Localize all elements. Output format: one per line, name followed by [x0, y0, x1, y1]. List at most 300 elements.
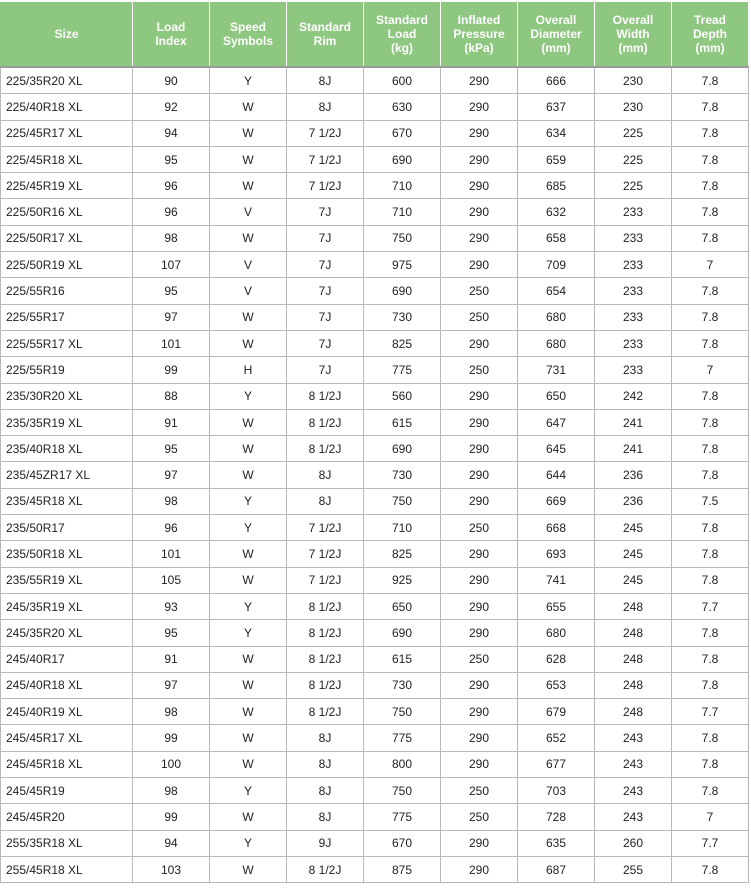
table-row	[1, 436, 749, 462]
cell-standard-load: 690	[364, 620, 441, 646]
table-row	[1, 515, 749, 541]
cell-load-index: 96	[133, 173, 210, 199]
cell-overall-diameter: 628	[518, 646, 595, 672]
cell-inflated-pressure: 290	[441, 94, 518, 120]
cell-speed-symbol: W	[210, 462, 287, 488]
table-row	[1, 94, 749, 120]
table-row	[1, 252, 749, 278]
cell-overall-diameter: 703	[518, 778, 595, 804]
cell-overall-width: 241	[595, 409, 672, 435]
cell-standard-rim: 8 1/2J	[287, 409, 364, 435]
cell-load-index: 97	[133, 462, 210, 488]
table-row	[1, 67, 749, 94]
cell-load-index: 98	[133, 225, 210, 251]
header-overall-diameter	[518, 2, 595, 68]
cell-inflated-pressure: 290	[441, 146, 518, 172]
cell-overall-diameter: 728	[518, 804, 595, 830]
table-header	[1, 2, 749, 68]
cell-inflated-pressure: 290	[441, 699, 518, 725]
cell-standard-load: 730	[364, 462, 441, 488]
header-inflated-pressure	[441, 2, 518, 68]
cell-overall-width: 230	[595, 67, 672, 94]
cell-inflated-pressure: 290	[441, 252, 518, 278]
table-row	[1, 304, 749, 330]
cell-standard-rim: 7J	[287, 357, 364, 383]
cell-overall-width: 245	[595, 541, 672, 567]
table-row	[1, 778, 749, 804]
cell-overall-diameter: 677	[518, 751, 595, 777]
cell-inflated-pressure: 250	[441, 515, 518, 541]
cell-size: 245/45R18 XL	[1, 751, 133, 777]
cell-inflated-pressure: 250	[441, 778, 518, 804]
cell-inflated-pressure: 290	[441, 120, 518, 146]
cell-tread-depth: 7.8	[672, 515, 749, 541]
table-row	[1, 646, 749, 672]
cell-tread-depth: 7	[672, 357, 749, 383]
cell-load-index: 101	[133, 330, 210, 356]
cell-speed-symbol: W	[210, 409, 287, 435]
cell-load-index: 91	[133, 409, 210, 435]
cell-size: 225/45R18 XL	[1, 146, 133, 172]
cell-standard-load: 670	[364, 830, 441, 856]
cell-standard-rim: 7J	[287, 225, 364, 251]
header-label-line: Load	[387, 27, 417, 41]
cell-speed-symbol: Y	[210, 488, 287, 514]
cell-standard-rim: 8 1/2J	[287, 436, 364, 462]
cell-inflated-pressure: 290	[441, 567, 518, 593]
cell-overall-diameter: 655	[518, 593, 595, 619]
header-standard-load	[364, 2, 441, 68]
cell-tread-depth: 7.8	[672, 120, 749, 146]
cell-inflated-pressure: 290	[441, 620, 518, 646]
cell-overall-diameter: 644	[518, 462, 595, 488]
cell-size: 225/40R18 XL	[1, 94, 133, 120]
header-label-line: (mm)	[618, 41, 648, 55]
cell-overall-width: 245	[595, 567, 672, 593]
cell-size: 225/50R16 XL	[1, 199, 133, 225]
cell-standard-load: 730	[364, 672, 441, 698]
cell-speed-symbol: Y	[210, 515, 287, 541]
cell-overall-width: 245	[595, 515, 672, 541]
cell-standard-load: 560	[364, 383, 441, 409]
cell-load-index: 98	[133, 699, 210, 725]
cell-speed-symbol: Y	[210, 830, 287, 856]
cell-overall-width: 225	[595, 173, 672, 199]
header-label-line: Pressure	[453, 27, 505, 41]
header-label-line: Index	[155, 34, 187, 48]
cell-overall-width: 233	[595, 330, 672, 356]
cell-standard-load: 710	[364, 199, 441, 225]
cell-size: 235/30R20 XL	[1, 383, 133, 409]
cell-tread-depth: 7.8	[672, 725, 749, 751]
cell-standard-rim: 9J	[287, 830, 364, 856]
cell-standard-rim: 8 1/2J	[287, 856, 364, 882]
cell-speed-symbol: W	[210, 173, 287, 199]
cell-standard-load: 750	[364, 699, 441, 725]
cell-size: 245/45R19	[1, 778, 133, 804]
cell-tread-depth: 7	[672, 252, 749, 278]
cell-tread-depth: 7.8	[672, 672, 749, 698]
header-label-line: Symbols	[222, 34, 273, 48]
cell-size: 225/55R17 XL	[1, 330, 133, 356]
table-row	[1, 830, 749, 856]
cell-standard-rim: 8 1/2J	[287, 620, 364, 646]
cell-size: 235/35R19 XL	[1, 409, 133, 435]
cell-standard-load: 750	[364, 778, 441, 804]
header-label-line: Width	[616, 27, 650, 41]
cell-overall-width: 236	[595, 462, 672, 488]
cell-tread-depth: 7.8	[672, 567, 749, 593]
header-label-line: (mm)	[695, 41, 725, 55]
cell-standard-rim: 8J	[287, 725, 364, 751]
header-speed-symbols	[210, 2, 287, 68]
cell-standard-rim: 7 1/2J	[287, 120, 364, 146]
cell-overall-width: 233	[595, 304, 672, 330]
cell-tread-depth: 7.8	[672, 541, 749, 567]
header-label-line: Overall	[612, 13, 654, 27]
table-row	[1, 699, 749, 725]
cell-load-index: 95	[133, 436, 210, 462]
cell-overall-width: 243	[595, 751, 672, 777]
cell-speed-symbol: W	[210, 541, 287, 567]
cell-overall-diameter: 669	[518, 488, 595, 514]
cell-inflated-pressure: 290	[441, 383, 518, 409]
cell-size: 225/55R17	[1, 304, 133, 330]
cell-inflated-pressure: 290	[441, 409, 518, 435]
cell-standard-load: 690	[364, 146, 441, 172]
cell-standard-rim: 7 1/2J	[287, 173, 364, 199]
header-size	[1, 2, 133, 68]
cell-overall-diameter: 637	[518, 94, 595, 120]
table-row	[1, 462, 749, 488]
cell-size: 225/50R17 XL	[1, 225, 133, 251]
cell-overall-diameter: 654	[518, 278, 595, 304]
cell-standard-rim: 8J	[287, 488, 364, 514]
cell-overall-width: 243	[595, 725, 672, 751]
cell-speed-symbol: Y	[210, 383, 287, 409]
header-label-line: Speed	[229, 20, 266, 34]
cell-standard-rim: 7 1/2J	[287, 567, 364, 593]
cell-load-index: 100	[133, 751, 210, 777]
cell-load-index: 99	[133, 357, 210, 383]
cell-overall-width: 242	[595, 383, 672, 409]
table-row	[1, 330, 749, 356]
header-overall-width	[595, 2, 672, 68]
cell-size: 245/40R19 XL	[1, 699, 133, 725]
cell-speed-symbol: W	[210, 304, 287, 330]
table-row	[1, 751, 749, 777]
cell-size: 245/45R20	[1, 804, 133, 830]
cell-standard-load: 775	[364, 804, 441, 830]
cell-standard-rim: 7J	[287, 304, 364, 330]
cell-load-index: 91	[133, 646, 210, 672]
cell-size: 255/45R18 XL	[1, 856, 133, 882]
cell-standard-rim: 8J	[287, 67, 364, 94]
cell-tread-depth: 7.5	[672, 488, 749, 514]
header-label-line: (mm)	[541, 41, 571, 55]
cell-overall-width: 225	[595, 146, 672, 172]
cell-inflated-pressure: 290	[441, 541, 518, 567]
cell-tread-depth: 7.8	[672, 778, 749, 804]
cell-standard-load: 630	[364, 94, 441, 120]
cell-tread-depth: 7	[672, 804, 749, 830]
cell-standard-rim: 8 1/2J	[287, 672, 364, 698]
table-row	[1, 488, 749, 514]
cell-speed-symbol: W	[210, 804, 287, 830]
cell-overall-diameter: 680	[518, 620, 595, 646]
cell-standard-load: 615	[364, 409, 441, 435]
header-label-line: Inflated	[457, 13, 501, 27]
cell-speed-symbol: W	[210, 146, 287, 172]
cell-speed-symbol: W	[210, 567, 287, 593]
cell-tread-depth: 7.8	[672, 94, 749, 120]
cell-standard-load: 750	[364, 488, 441, 514]
table-row	[1, 278, 749, 304]
cell-tread-depth: 7.8	[672, 199, 749, 225]
cell-tread-depth: 7.8	[672, 646, 749, 672]
cell-overall-width: 233	[595, 225, 672, 251]
table-row	[1, 199, 749, 225]
cell-overall-width: 243	[595, 804, 672, 830]
cell-standard-rim: 8 1/2J	[287, 593, 364, 619]
table-body	[1, 67, 749, 883]
cell-standard-rim: 8J	[287, 778, 364, 804]
cell-tread-depth: 7.8	[672, 278, 749, 304]
cell-overall-diameter: 693	[518, 541, 595, 567]
cell-overall-diameter: 680	[518, 330, 595, 356]
cell-size: 245/45R17 XL	[1, 725, 133, 751]
cell-standard-load: 690	[364, 436, 441, 462]
cell-size: 235/40R18 XL	[1, 436, 133, 462]
cell-tread-depth: 7.8	[672, 856, 749, 882]
cell-standard-load: 600	[364, 67, 441, 94]
cell-load-index: 98	[133, 778, 210, 804]
table-row	[1, 357, 749, 383]
cell-inflated-pressure: 290	[441, 199, 518, 225]
cell-standard-load: 825	[364, 541, 441, 567]
cell-tread-depth: 7.7	[672, 830, 749, 856]
cell-overall-diameter: 652	[518, 725, 595, 751]
table-row	[1, 672, 749, 698]
cell-speed-symbol: W	[210, 120, 287, 146]
cell-load-index: 96	[133, 515, 210, 541]
cell-size: 235/45R18 XL	[1, 488, 133, 514]
cell-inflated-pressure: 250	[441, 304, 518, 330]
cell-load-index: 103	[133, 856, 210, 882]
header-label-line: Depth	[693, 27, 727, 41]
cell-tread-depth: 7.8	[672, 436, 749, 462]
cell-speed-symbol: Y	[210, 620, 287, 646]
cell-standard-rim: 7 1/2J	[287, 146, 364, 172]
cell-load-index: 93	[133, 593, 210, 619]
cell-overall-width: 248	[595, 620, 672, 646]
cell-tread-depth: 7.7	[672, 593, 749, 619]
cell-size: 245/40R18 XL	[1, 672, 133, 698]
cell-tread-depth: 7.8	[672, 330, 749, 356]
cell-overall-width: 248	[595, 593, 672, 619]
cell-overall-width: 248	[595, 672, 672, 698]
cell-inflated-pressure: 290	[441, 330, 518, 356]
header-label-line: Overall	[535, 13, 577, 27]
cell-standard-load: 730	[364, 304, 441, 330]
cell-inflated-pressure: 250	[441, 357, 518, 383]
cell-size: 225/45R17 XL	[1, 120, 133, 146]
header-label-line: (kg)	[391, 41, 413, 55]
cell-load-index: 88	[133, 383, 210, 409]
cell-standard-load: 875	[364, 856, 441, 882]
cell-standard-rim: 8J	[287, 94, 364, 120]
table-row	[1, 567, 749, 593]
cell-size: 235/55R19 XL	[1, 567, 133, 593]
cell-speed-symbol: Y	[210, 593, 287, 619]
cell-tread-depth: 7.8	[672, 173, 749, 199]
cell-inflated-pressure: 290	[441, 672, 518, 698]
cell-size: 225/55R19	[1, 357, 133, 383]
cell-size: 235/45ZR17 XL	[1, 462, 133, 488]
table-row	[1, 541, 749, 567]
table-row	[1, 383, 749, 409]
cell-speed-symbol: W	[210, 436, 287, 462]
cell-load-index: 95	[133, 146, 210, 172]
cell-load-index: 107	[133, 252, 210, 278]
cell-standard-load: 750	[364, 225, 441, 251]
cell-standard-rim: 8J	[287, 804, 364, 830]
cell-load-index: 92	[133, 94, 210, 120]
cell-speed-symbol: W	[210, 225, 287, 251]
cell-speed-symbol: Y	[210, 778, 287, 804]
cell-overall-width: 248	[595, 646, 672, 672]
cell-standard-rim: 7 1/2J	[287, 541, 364, 567]
cell-overall-diameter: 645	[518, 436, 595, 462]
cell-overall-width: 230	[595, 94, 672, 120]
cell-overall-diameter: 632	[518, 199, 595, 225]
cell-load-index: 97	[133, 304, 210, 330]
cell-overall-width: 248	[595, 699, 672, 725]
header-label-line: Diameter	[530, 27, 582, 41]
cell-size: 235/50R17	[1, 515, 133, 541]
header-load-index	[133, 2, 210, 68]
cell-standard-rim: 8 1/2J	[287, 383, 364, 409]
cell-overall-width: 225	[595, 120, 672, 146]
cell-load-index: 99	[133, 725, 210, 751]
cell-overall-diameter: 679	[518, 699, 595, 725]
cell-overall-diameter: 731	[518, 357, 595, 383]
cell-tread-depth: 7.8	[672, 225, 749, 251]
cell-size: 245/35R20 XL	[1, 620, 133, 646]
cell-size: 225/45R19 XL	[1, 173, 133, 199]
cell-standard-rim: 8 1/2J	[287, 646, 364, 672]
header-label-line: (kPa)	[464, 41, 494, 55]
cell-overall-width: 233	[595, 278, 672, 304]
cell-overall-diameter: 666	[518, 67, 595, 94]
cell-inflated-pressure: 290	[441, 436, 518, 462]
cell-size: 225/55R16	[1, 278, 133, 304]
cell-speed-symbol: W	[210, 725, 287, 751]
cell-speed-symbol: W	[210, 856, 287, 882]
table-row	[1, 804, 749, 830]
table-row	[1, 620, 749, 646]
table-row	[1, 593, 749, 619]
cell-inflated-pressure: 290	[441, 725, 518, 751]
cell-overall-width: 236	[595, 488, 672, 514]
header-label-line: Tread	[693, 13, 726, 27]
cell-inflated-pressure: 290	[441, 67, 518, 94]
cell-speed-symbol: W	[210, 646, 287, 672]
cell-load-index: 97	[133, 672, 210, 698]
cell-standard-load: 775	[364, 357, 441, 383]
cell-tread-depth: 7.8	[672, 620, 749, 646]
cell-load-index: 105	[133, 567, 210, 593]
cell-standard-rim: 8J	[287, 751, 364, 777]
cell-inflated-pressure: 290	[441, 225, 518, 251]
cell-load-index: 90	[133, 67, 210, 94]
cell-speed-symbol: V	[210, 278, 287, 304]
cell-tread-depth: 7.8	[672, 462, 749, 488]
cell-overall-diameter: 634	[518, 120, 595, 146]
cell-overall-width: 241	[595, 436, 672, 462]
cell-standard-load: 710	[364, 515, 441, 541]
cell-overall-diameter: 635	[518, 830, 595, 856]
cell-standard-load: 800	[364, 751, 441, 777]
cell-overall-diameter: 687	[518, 856, 595, 882]
cell-standard-load: 690	[364, 278, 441, 304]
cell-size: 225/35R20 XL	[1, 67, 133, 94]
tire-spec-table	[0, 1, 749, 883]
header-row	[1, 2, 749, 68]
cell-size: 245/35R19 XL	[1, 593, 133, 619]
header-label-line: Rim	[313, 34, 337, 48]
cell-standard-load: 710	[364, 173, 441, 199]
header-label-line: Standard	[298, 20, 351, 34]
cell-overall-diameter: 668	[518, 515, 595, 541]
cell-overall-width: 233	[595, 199, 672, 225]
cell-size: 235/50R18 XL	[1, 541, 133, 567]
cell-speed-symbol: Y	[210, 67, 287, 94]
cell-speed-symbol: V	[210, 252, 287, 278]
table-row	[1, 173, 749, 199]
cell-inflated-pressure: 290	[441, 856, 518, 882]
cell-overall-width: 260	[595, 830, 672, 856]
cell-load-index: 95	[133, 620, 210, 646]
cell-inflated-pressure: 290	[441, 173, 518, 199]
cell-overall-diameter: 653	[518, 672, 595, 698]
cell-size: 255/35R18 XL	[1, 830, 133, 856]
cell-standard-rim: 7J	[287, 252, 364, 278]
cell-overall-width: 233	[595, 252, 672, 278]
cell-overall-diameter: 647	[518, 409, 595, 435]
cell-tread-depth: 7.8	[672, 146, 749, 172]
cell-standard-load: 775	[364, 725, 441, 751]
cell-speed-symbol: W	[210, 94, 287, 120]
cell-load-index: 98	[133, 488, 210, 514]
cell-size: 245/40R17	[1, 646, 133, 672]
table-row	[1, 146, 749, 172]
cell-standard-load: 615	[364, 646, 441, 672]
table-row	[1, 725, 749, 751]
cell-overall-diameter: 741	[518, 567, 595, 593]
cell-standard-load: 975	[364, 252, 441, 278]
cell-overall-width: 233	[595, 357, 672, 383]
cell-tread-depth: 7.8	[672, 304, 749, 330]
cell-inflated-pressure: 290	[441, 462, 518, 488]
header-label-line: Load	[156, 20, 186, 34]
cell-standard-load: 670	[364, 120, 441, 146]
cell-inflated-pressure: 290	[441, 830, 518, 856]
cell-tread-depth: 7.8	[672, 751, 749, 777]
cell-overall-diameter: 680	[518, 304, 595, 330]
cell-standard-rim: 7 1/2J	[287, 515, 364, 541]
header-label-line: Standard	[375, 13, 428, 27]
